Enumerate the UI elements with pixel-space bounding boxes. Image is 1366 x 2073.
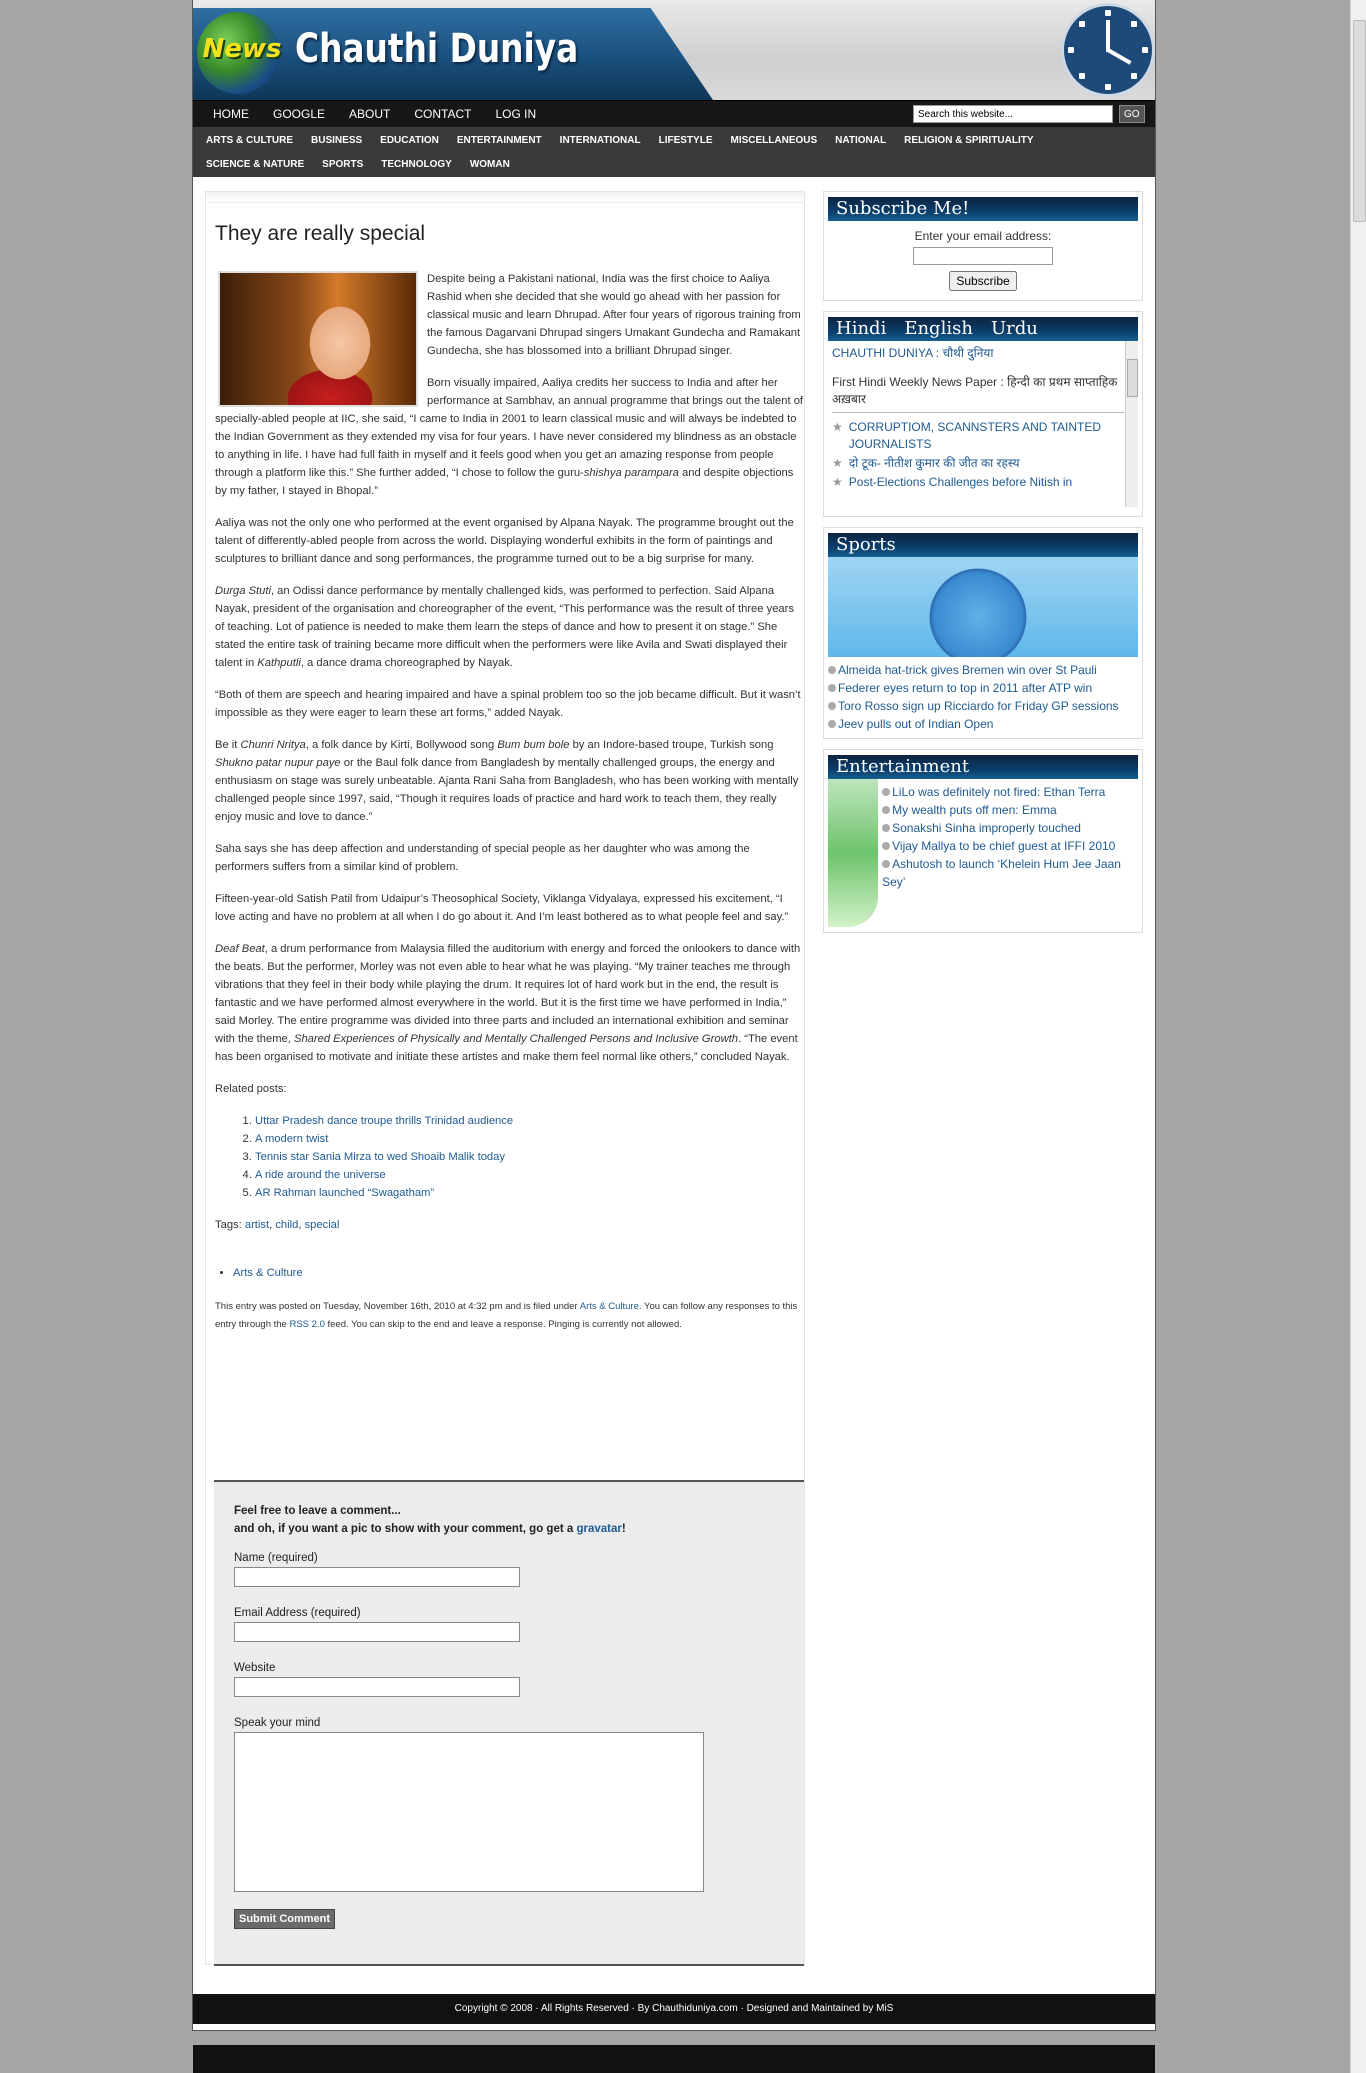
nav-home[interactable]: HOME	[213, 107, 249, 121]
post-body	[215, 270, 805, 1334]
category-education[interactable]: EDUCATION	[380, 135, 439, 146]
site-header	[193, 0, 1155, 100]
related-posts	[215, 1080, 805, 1202]
bullet-icon	[828, 720, 836, 728]
website-field[interactable]	[234, 1677, 520, 1697]
nav-google[interactable]: GOOGLE	[273, 107, 326, 121]
sports-news-link[interactable]: Almeida hat-trick gives Bremen win over St Pauli	[838, 663, 1097, 677]
sidebar	[823, 191, 1143, 943]
star-icon: ★	[832, 456, 843, 470]
bullet-icon	[882, 788, 890, 796]
subscribe-widget	[823, 191, 1143, 301]
post-title: They are really special	[215, 222, 426, 245]
nav-login[interactable]: LOG IN	[495, 107, 537, 121]
ent-news-link[interactable]: Vijay Mallya to be chief guest at IFFI 2010	[892, 839, 1116, 853]
nav-about[interactable]: ABOUT	[349, 107, 391, 121]
site-search	[913, 105, 1145, 123]
tab-english[interactable]: English	[904, 318, 973, 339]
star-icon: ★	[832, 475, 843, 489]
ent-news-link[interactable]: LiLo was definitely not fired: Ethan Terra	[892, 785, 1106, 799]
post-category-link[interactable]: Arts & Culture	[233, 1267, 303, 1279]
category-arts-culture[interactable]: ARTS & CULTURE	[206, 135, 294, 146]
search-input[interactable]	[913, 105, 1113, 123]
category-business[interactable]: BUSINESS	[311, 135, 363, 146]
post-content	[205, 191, 805, 1965]
sports-news-link[interactable]: Federer eyes return to top in 2011 after ATP win	[838, 681, 1093, 695]
entry-meta: This entry was posted on Tuesday, November 16th, 2010 at 4:32 pm and is filed under Arts & Culture. You can follow any responses to this entry through the RSS 2.0 feed. You can skip to the end and leave a response. Pinging is currently not allowed.	[215, 1301, 798, 1330]
tag-link[interactable]: special	[304, 1219, 340, 1231]
related-post-link[interactable]: A ride around the universe	[255, 1169, 386, 1181]
category-bar	[193, 127, 1155, 177]
sports-news-link[interactable]: Jeev pulls out of Indian Open	[838, 717, 994, 731]
bullet-icon	[882, 824, 890, 832]
sports-news-link[interactable]: Toro Rosso sign up Ricciardo for Friday GP sessions	[838, 699, 1119, 713]
post-tags: Tags: artist, child, special	[215, 1219, 340, 1231]
bottom-bar	[193, 2045, 1155, 2073]
post-paragraph: Durga Stuti, an Odissi dance performance by mentally challenged kids, was performed to perfection. Said Alpana Nayak, president of the organisation and choreographer of the event, “This performance was the result of three years of teaching. Lot of patience is needed to make them learn the steps of dance and how to present it on stage.” She stated the entire task of training became more difficult when the performers were like Avila and Swati displayed their talent in Kathputli, a dance drama choreographed by Nayak.	[215, 585, 794, 669]
clock-icon	[1061, 3, 1155, 97]
post-paragraph: Despite being a Pakistani national, India was the first choice to Aaliya Rashid when she decided that she would go ahead with her passion for classical music and learn Dhrupad. After four years of rigorous training from the famous Dagarvani Dhrupad singers Umakant Gundecha and Ramakant Gundecha, she has blossomed into a brilliant Dhrupad singer.	[427, 273, 801, 357]
related-post-link[interactable]: AR Rahman launched “Swagatham”	[255, 1187, 435, 1199]
ent-news-link[interactable]: My wealth puts off men: Emma	[892, 803, 1057, 817]
post-category-list	[215, 1264, 805, 1282]
related-heading: Related posts:	[215, 1083, 287, 1095]
scrollbar-thumb[interactable]	[1353, 20, 1366, 222]
bullet-icon	[828, 702, 836, 710]
post-paragraph: Fifteen-year-old Satish Patil from Udaipur’s Theosophical Society, Viklanga Vidyalaya, expressed his excitement, “I love acting and have no problem at all when I do go about it. And I’m least bothered as to what people feel and say.”	[215, 893, 789, 923]
subscribe-button[interactable]: Subscribe	[949, 271, 1016, 291]
post-paragraph: “Both of them are speech and hearing impaired and have a spinal problem too so the job became difficult. But it wasn’t impossible as they were eager to learn these art forms,” added Nayak.	[215, 689, 801, 719]
email-field[interactable]	[234, 1622, 520, 1642]
category-sports[interactable]: SPORTS	[322, 159, 364, 170]
category-woman[interactable]: WOMAN	[469, 159, 510, 170]
post-paragraph: Be it Chunri Nritya, a folk dance by Kirti, Bollywood song Bum bum bole by an Indore-based troupe, Turkish song Shukno patar nupur paye or the Baul folk dance from Bangladesh by mentally challenged groups, the energy and enthusiasm on stage was surely unbeatable. Ajanta Rani Saha from Bangladesh, who has been working with mentally challenged people since 1997, said, “Though it requires loads of practice and hard work to teach them, they really enjoy music and love to dance.”	[215, 739, 799, 823]
news-link[interactable]: Post-Elections Challenges before Nitish in	[848, 475, 1073, 489]
comment-intro: Feel free to leave a comment... and oh, if you want a pic to show with your comment, go get a gravatar!	[234, 1505, 626, 1535]
gravatar-link[interactable]: gravatar	[576, 1523, 622, 1535]
rss-link[interactable]: RSS 2.0	[289, 1319, 325, 1330]
category-national[interactable]: NATIONAL	[835, 135, 887, 146]
bullet-icon	[828, 666, 836, 674]
post-paragraph: Aaliya was not the only one who performed at the event organised by Alpana Nayak. The programme brought out the talent of differently-abled people from across the world. Displaying wonderful exhibits in the form of paintings and sculptures to brilliant dance and song performances, the programme turned out to be a big surprise for many.	[215, 517, 794, 565]
website-label: Website	[234, 1662, 276, 1674]
bullet-icon	[828, 684, 836, 692]
page-scrollbar[interactable]	[1350, 0, 1366, 2073]
site-footer: Copyright © 2008 · All Rights Reserved · By Chauthiduniya.com · Designed and Maintained by MiS	[193, 1994, 1155, 2024]
entertainment-widget	[823, 749, 1143, 933]
category-miscellaneous[interactable]: MISCELLANEOUS	[730, 135, 818, 146]
comment-form	[214, 1480, 804, 1966]
entertainment-decor-image	[828, 779, 878, 927]
search-go-button[interactable]: GO	[1119, 105, 1145, 123]
email-label: Email Address (required)	[234, 1607, 361, 1619]
main-nav	[193, 100, 1155, 127]
bullet-icon	[882, 860, 890, 868]
post-paragraph: Saha says she has deep affection and understanding of special people as her daughter who was among the performers suffers from a similar kind of problem.	[215, 843, 750, 873]
category-international[interactable]: INTERNATIONAL	[559, 135, 641, 146]
related-post-link[interactable]: Tennis star Sania Mirza to wed Shoaib Malik today	[255, 1151, 505, 1163]
news-link[interactable]: CORRUPTIOM, SCANNSTERS AND TAINTED JOURNALISTS	[848, 420, 1102, 451]
language-widget	[823, 311, 1143, 517]
sports-banner-image	[828, 557, 1138, 657]
ent-news-link[interactable]: Ashutosh to launch ‘Khelein Hum Jee Jaan Sey’	[882, 857, 1121, 889]
post-paragraph: Born visually impaired, Aaliya credits her success to India and after her performance at Sambhav, an annual programme that brings out the talent of specially-abled people at IIC, she said, “I came to India in 2001 to learn classical music and will always be indebted to the Indian Government as they extended my visa for four years. I have never considered my blindness as an obstacle to anything in life. I have had full faith in myself and it feels good when you get an amazing response from people through a platform like this.” She further added, “I chose to follow the guru-shishya parampara and despite objections by my father, I stayed in Bhopal.”	[215, 377, 804, 497]
meta-category-link[interactable]: Arts & Culture	[579, 1301, 639, 1312]
widget-title: Entertainment	[828, 755, 1138, 779]
category-religion[interactable]: RELIGION & SPIRITUALITY	[904, 135, 1034, 146]
comment-label: Speak your mind	[234, 1717, 321, 1729]
page-wrapper	[193, 0, 1155, 2030]
subscribe-email-input[interactable]	[913, 247, 1053, 265]
ent-news-link[interactable]: Sonakshi Sinha improperly touched	[892, 821, 1081, 835]
nav-contact[interactable]: CONTACT	[414, 107, 472, 121]
submit-comment-button[interactable]: Submit Comment	[234, 1909, 335, 1929]
news-link[interactable]: दो टूक- नीतीश कुमार की जीत का रहस्य	[848, 456, 1020, 470]
subscribe-label: Enter your email address:	[914, 229, 1052, 243]
news-box-scrollbar[interactable]	[1125, 341, 1138, 507]
tab-urdu[interactable]: Urdu	[990, 318, 1038, 339]
logo-news-word: News	[202, 34, 282, 64]
site-link[interactable]: CHAUTHI DUNIYA : चौथी दुनिया	[832, 346, 994, 360]
site-tagline: First Hindi Weekly News Paper : हिन्दी का प्रथम साप्ताहिक अख़बार	[832, 375, 1118, 406]
bullet-icon	[882, 806, 890, 814]
tag-link[interactable]: child	[275, 1219, 299, 1231]
related-post-link[interactable]: A modern twist	[255, 1133, 329, 1145]
widget-title: Sports	[828, 533, 1138, 557]
language-tabs	[828, 317, 1138, 341]
widget-title: Subscribe Me!	[828, 197, 1138, 221]
category-science-nature[interactable]: SCIENCE & NATURE	[206, 159, 305, 170]
sports-widget	[823, 527, 1143, 739]
category-entertainment[interactable]: ENTERTAINMENT	[456, 135, 542, 146]
bullet-icon	[882, 842, 890, 850]
related-post-link[interactable]: Uttar Pradesh dance troupe thrills Trinidad audience	[255, 1115, 514, 1127]
tag-link[interactable]: artist	[244, 1219, 270, 1231]
comment-textarea[interactable]	[234, 1732, 704, 1892]
post-paragraph: Deaf Beat, a drum performance from Malaysia filled the auditorium with energy and forced the onlookers to dance with the beats. But the performer, Morley was not even able to hear what he was playing. “My trainer teaches me through vibrations that they feel in their body while playing the drum. It requires lot of hard work but in the end, the result is fantastic and we have performed almost everywhere in the world. But it is the first time we have performed in India,” said Morley. The entire programme was divided into three parts and included an international exhibition and seminar with the theme, Shared Experiences of Physically and Mentally Challenged Persons and Inclusive Growth. “The event has been organised to motivate and initiate these artistes and make them feel normal like others,” concluded Nayak.	[215, 943, 801, 1063]
language-news-box	[828, 341, 1138, 511]
category-technology[interactable]: TECHNOLOGY	[381, 159, 452, 170]
tab-hindi[interactable]: Hindi	[836, 318, 887, 339]
name-label: Name (required)	[234, 1552, 318, 1564]
name-field[interactable]	[234, 1567, 520, 1587]
category-lifestyle[interactable]: LIFESTYLE	[658, 135, 713, 146]
star-icon: ★	[832, 420, 843, 434]
site-title[interactable]: Chauthi Duniya	[295, 26, 579, 72]
